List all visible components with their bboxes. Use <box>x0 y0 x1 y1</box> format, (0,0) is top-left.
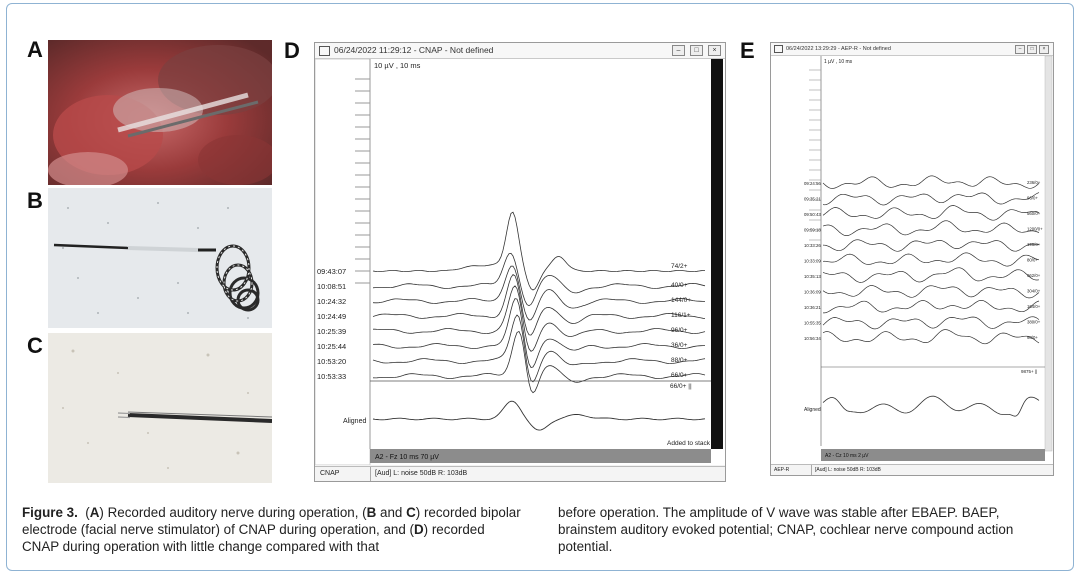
cnap-trace-count: 74/2+ <box>671 263 688 270</box>
caption-text: and <box>376 505 407 520</box>
aep-plot <box>771 56 1053 464</box>
cnap-window-title: 06/24/2022 11:29:12 - CNAP - Not defined <box>334 45 494 55</box>
cnap-statusbar <box>315 466 725 481</box>
electrode-photo <box>48 188 272 328</box>
cnap-aligned-label: Aligned <box>343 418 367 425</box>
cnap-trace-count: 88/0+ <box>671 357 688 364</box>
cnap-trace-count: 96/0+ <box>671 327 688 334</box>
figure-number: Figure 3. <box>22 505 78 520</box>
aep-trace-count: 164/0+ <box>1027 304 1041 309</box>
aep-trace-count: 96/0+ <box>1027 195 1038 201</box>
panel-label-e: E <box>740 38 755 63</box>
cnap-trace-count: 144/0+ <box>671 297 692 304</box>
caption-text: ( <box>85 505 90 520</box>
panel-label-d: D <box>284 38 300 63</box>
aep-trace-count: 304/0+ <box>1027 288 1041 294</box>
aep-trace-count: 98/0+ <box>1027 335 1038 340</box>
cnap-plot <box>315 59 725 465</box>
window-icon <box>774 45 783 53</box>
panel-label-b: B <box>27 188 43 213</box>
aep-aligned-count: 9875+ || <box>1021 369 1038 374</box>
caption-text: ) recorded CNAP during operation with little change compared with that <box>22 522 485 554</box>
surgical-photo <box>48 40 272 185</box>
aep-trace-count: 560/0+ <box>1027 211 1041 216</box>
cnap-added-to-stack: Added to stack <box>667 440 710 447</box>
cnap-trace-time: 10:08:51 <box>317 282 347 291</box>
cnap-trace-time: 09:43:07 <box>317 267 347 276</box>
minimize-button[interactable]: – <box>672 45 685 56</box>
aep-trace-count: 80/0+ <box>1027 257 1038 263</box>
panel-label-c: C <box>27 333 43 358</box>
aep-trace-time: 09:24:56 <box>804 181 821 186</box>
cnap-trace-count: 66/0+ <box>671 372 688 379</box>
aep-statusbar <box>771 464 1053 475</box>
aep-status-left: AEP-R <box>774 467 790 473</box>
aep-trace-time: 09:35:21 <box>804 196 821 202</box>
cnap-aligned-count: 66/0+ || <box>670 383 692 390</box>
cnap-window <box>314 42 726 482</box>
window-icon <box>319 46 330 56</box>
panel-label-a: A <box>27 37 43 62</box>
close-button[interactable]: × <box>708 45 721 56</box>
cnap-trace-time: 10:25:44 <box>317 342 347 351</box>
aep-trace-time: 10:33:09 <box>804 258 821 264</box>
cnap-trace-time: 10:25:39 <box>317 327 347 336</box>
aep-trace-time: 10:36:09 <box>804 289 821 295</box>
bipolar-electrode-photo <box>48 333 272 483</box>
cnap-trace-count: 116/1+ <box>671 312 691 319</box>
aep-channel-label: A2 - Cz 10 ms 2 µV <box>825 453 869 459</box>
cnap-window-titlebar <box>315 43 725 59</box>
caption-ref-a: A <box>89 505 100 520</box>
caption-ref-c: C <box>406 505 416 520</box>
caption-text: ) Recorded auditory nerve during operation, ( <box>99 505 367 520</box>
cnap-trace-time: 10:24:49 <box>317 312 347 321</box>
aep-aligned-label: Aligned <box>804 407 821 413</box>
aep-trace-count: 236/0+ <box>1027 180 1041 185</box>
aep-trace-time: 10:56:34 <box>804 336 821 341</box>
aep-trace-time: 09:50:43 <box>804 212 821 217</box>
aep-status-right: [Aud] L: noise 50dB R: 103dB <box>811 465 881 475</box>
aep-trace-count: 962/0+ <box>1027 273 1041 278</box>
aep-trace-time: 10:36:21 <box>804 305 821 310</box>
cnap-trace-time: 10:24:32 <box>317 297 347 306</box>
caption-ref-b: B <box>366 505 377 520</box>
aep-scale-label: 1 µV , 10 ms <box>824 59 853 65</box>
close-button[interactable]: × <box>1039 45 1049 54</box>
aep-trace-count: 196/0+ <box>1027 242 1041 247</box>
aep-window-titlebar <box>771 43 1053 56</box>
aep-trace-time: 10:35:13 <box>804 274 821 279</box>
cnap-trace-count: 40/0+ <box>671 282 688 289</box>
cnap-channel-label: A2 - Fz 10 ms 70 µV <box>375 454 439 461</box>
cnap-status-left: CNAP <box>320 470 340 477</box>
caption-ref-d: D <box>414 522 424 537</box>
cnap-trace-time: 10:53:33 <box>317 372 347 381</box>
aep-trace-time: 10:55:35 <box>804 320 821 326</box>
aep-window-title: 06/24/2022 13:29:29 - AEP-R - Not defined <box>786 46 891 52</box>
aep-trace-time: 10:33:26 <box>804 243 821 248</box>
aep-trace-count: 380/0+ <box>1027 319 1041 325</box>
maximize-button[interactable]: □ <box>690 45 703 56</box>
aep-trace-count: 1200/0+ <box>1027 226 1043 232</box>
caption-text: ) recorded bipolar electrode (facial nerve stimulator) of CNAP during operation, and ( <box>22 505 521 537</box>
figure-caption-left <box>22 504 522 555</box>
aep-window <box>770 42 1054 476</box>
figure-caption-right: before operation. The amplitude of V wave was stable after EBAEP. BAEP, brainstem auditory evoked potential; CNAP, cochlear nerve compound action potential. <box>558 505 1014 554</box>
cnap-scale-label: 10 µV , 10 ms <box>374 61 421 70</box>
cnap-status-right: [Aud] L: noise 50dB R: 103dB <box>370 467 467 481</box>
cnap-trace-count: 36/0+ <box>671 342 688 349</box>
cnap-trace-time: 10:53:20 <box>317 357 347 366</box>
aep-trace-time: 09:59:18 <box>804 227 821 233</box>
maximize-button[interactable]: □ <box>1027 45 1037 54</box>
minimize-button[interactable]: – <box>1015 45 1025 54</box>
